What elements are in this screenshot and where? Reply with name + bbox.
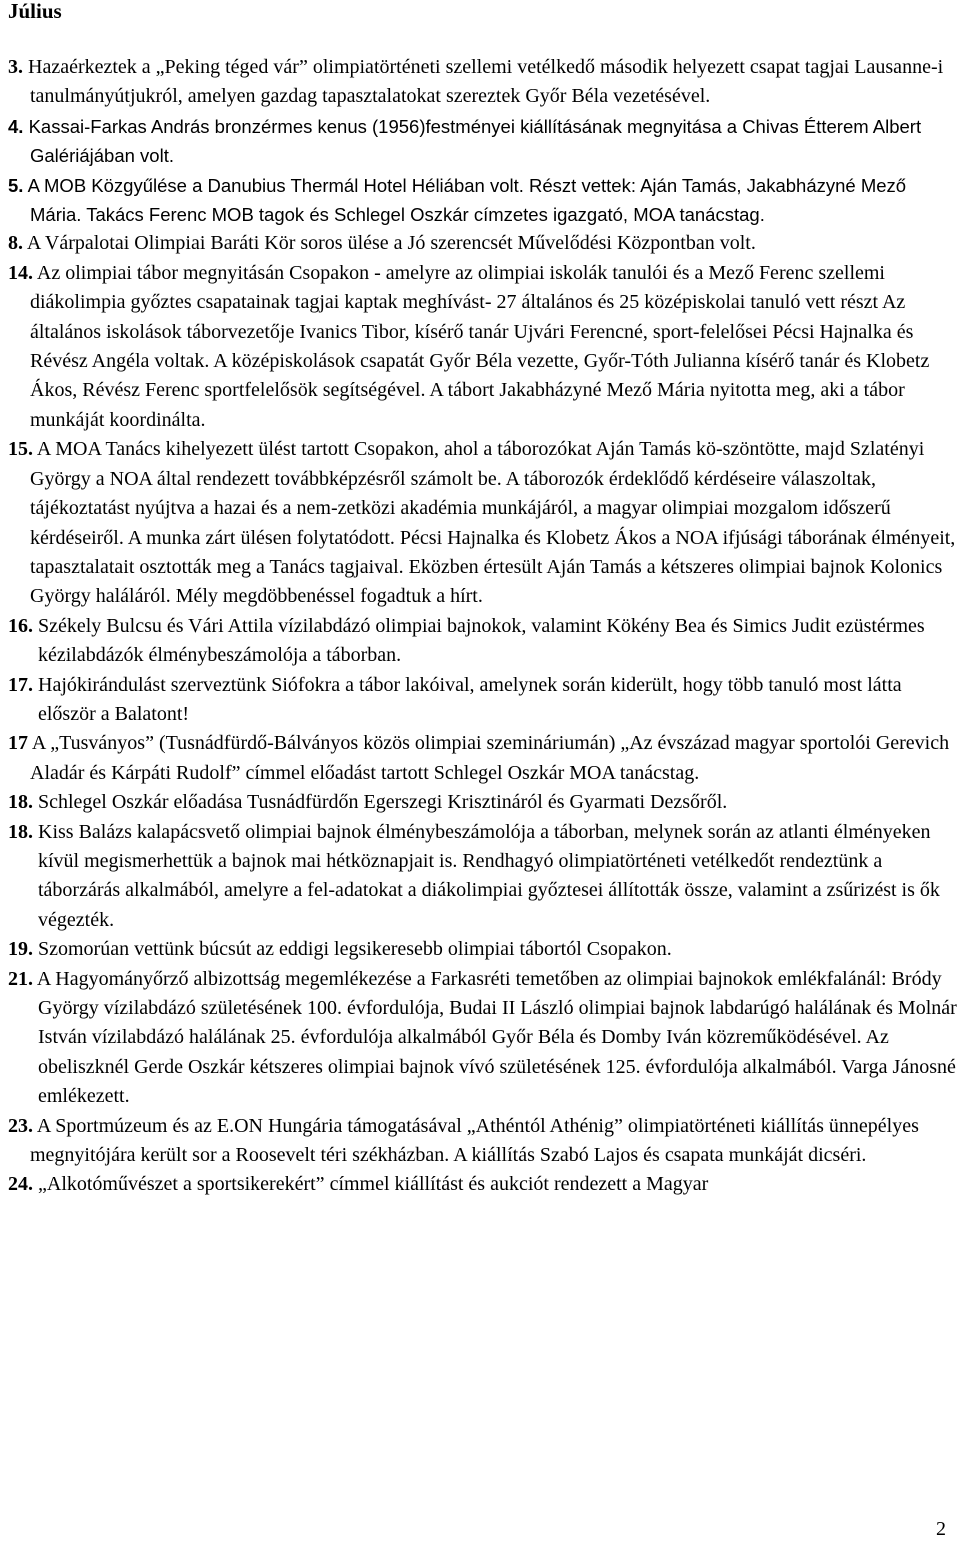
entry-text: Hazaérkeztek a „Peking téged vár” olimpiatörténeti szellemi vetélkedő második helyezett csapat tagjai Lausanne-i tanulmányútjukról, amelyen gazdag tapasztalatokat szereztek Győr Béla vezetésével. bbox=[28, 56, 944, 108]
entry-item bbox=[8, 818, 958, 936]
entry-item bbox=[8, 112, 958, 171]
entry-item bbox=[8, 259, 958, 435]
entry-text: A MOB Közgyűlése a Danubius Thermál Hotel Héliában volt. Részt vettek: Aján Tamás, Jakabházyné Mező Mária. Takács Ferenc MOB tagok és Schlegel Oszkár címzetes igazgató, MOA tanácstag. bbox=[27, 174, 907, 226]
entry-item bbox=[8, 1170, 958, 1199]
entry-item bbox=[8, 788, 958, 817]
entry-item bbox=[8, 1112, 958, 1171]
entry-item bbox=[8, 935, 958, 964]
entry-item bbox=[8, 435, 958, 611]
entry-day: 8. bbox=[8, 232, 23, 255]
entry-day: 23. bbox=[8, 1114, 33, 1137]
entry-text: A Hagyományőrző albizottság megemlékezése a Farkasréti temetőben az olimpiai bajnokok emlékfalánál: Bródy György vízilabdázó születésének 100. évfordulója, Budai II László olimpiai bajnok labdarúgó halálának és Molnár István vízilabdázó halálának 25. évfordulója alkalmából Győr Béla és Domby Iván közreműködésével. Az obeliszknél Gerde Oszkár kétszeres olimpiai bajnok vívó születésének 125. évfordulója alkalmából. Varga Jánosné emlékezett. bbox=[36, 967, 957, 1108]
entry-day: 19. bbox=[8, 938, 33, 961]
entry-day: 14. bbox=[8, 261, 33, 284]
entry-day: 5. bbox=[8, 174, 24, 196]
entry-text: A „Tusványos” (Tusnádfürdő-Bálványos közös olimpiai szemináriumán) „Az évszázad magyar sportolói Gerevich Aladár és Kárpáti Rudolf” címmel előadást tartott Schlegel Oszkár MOA tanácstag. bbox=[30, 732, 950, 784]
entry-item bbox=[8, 612, 958, 671]
entry-day: 16. bbox=[8, 614, 33, 637]
entry-day: 3. bbox=[8, 56, 23, 78]
entry-text: „Alkotóművészet a sportsikerekért” címmel kiállítást és aukciót rendezett a Magyar bbox=[38, 1173, 709, 1196]
entry-day: 17. bbox=[8, 673, 33, 696]
entry-item bbox=[8, 53, 958, 112]
page-number: 2 bbox=[936, 1518, 946, 1540]
entry-text: Kassai-Farkas András bronzérmes kenus (1956)festményei kiállításának megnyitása a Chivas Étterem Albert Galériájában volt. bbox=[28, 115, 922, 167]
entry-day: 18. bbox=[8, 791, 33, 814]
month-heading: Július bbox=[8, 0, 62, 23]
entry-day: 18. bbox=[8, 820, 33, 843]
entry-item bbox=[8, 729, 958, 788]
entry-text: Az olimpiai tábor megnyitásán Csopakon - amelyre az olimpiai iskolák tanulói és a Mező Ferenc szellemi diákolimpia győztes csapatainak tagjai kaptak meghívást- 27 általános és 25 középiskolai tanuló vett részt Az általános iskolások táborvezetője Ivanics Tibor, kísérő tanár Ujvári Ferencné, sport-felelősei Pécsi Hajnalka és Révész Angéla voltak. A középiskolások csapatát Győr Béla vezette, Győr-Tóth Julianna kísérő tanár és Klobetz Ákos, Révész Ferenc sportfelelősök segítségével. A tábort Jakabházyné Mező Mária nyitotta meg, aki a tábor munkáját koordinálta. bbox=[30, 261, 930, 431]
entry-item bbox=[8, 965, 958, 1112]
entry-text: Székely Bulcsu és Vári Attila vízilabdázó olimpiai bajnokok, valamint Kökény Bea és Simics Judit ezüstérmes kézilabdázók élménybeszámolója a táborban. bbox=[38, 614, 925, 667]
entry-text: Hajókirándulást szerveztünk Siófokra a tábor lakóival, amelynek során kiderült, hogy több tanuló most látta először a Balatont! bbox=[38, 673, 902, 725]
entry-item bbox=[8, 229, 958, 258]
entry-text: A MOA Tanács kihelyezett ülést tartott Csopakon, ahol a táborozókat Aján Tamás kö-szöntötte, majd Szlatényi György a NOA által rendezett továbbképzésről számolt be. A táborozók érdeklődő kérdéseire válaszoltak, tájékoztatást nyújtva a hazai és a nem-zetközi akadémia munkájáról, a magyar olimpiai mozgalom időszerű kérdéseiről. A munka zárt ülésen folytatódott. Pécsi Hajnalka és Klobetz Ákos a NOA ifjúsági táborának élményeit, tapasztalatait osztották meg a Tanács tagjaival. Eközben értesült Aján Tamás a kétszeres olimpiai bajnok Kolonics György haláláról. Mély megdöbbenéssel fogadtuk a hírt. bbox=[30, 438, 956, 608]
entry-item bbox=[8, 171, 958, 230]
entry-day: 4. bbox=[8, 115, 24, 137]
entry-day: 24. bbox=[8, 1173, 33, 1196]
entry-list bbox=[8, 53, 958, 1200]
entry-day: 15. bbox=[8, 438, 33, 461]
entry-text: Kiss Balázs kalapácsvető olimpiai bajnok élménybeszámolója a táborban, melynek során az atlanti élményeken kívül megismerhettük a bajnok mai hétköznapjait is. Rendhagyó olimpiatörténeti vetélkedőt rendeztünk a táborzárás alkalmából, amelyre a fel-adatokat a diákolimpiai győztesei állították össze, valamint a zsűrizést is ők végezték. bbox=[38, 820, 940, 931]
entry-text: A Sportmúzeum és az E.ON Hungária támogatásával „Athéntól Athénig” olimpiatörténeti kiállítás ünnepélyes megnyitójára került sor a Roosevelt téri székházban. A kiállítás Szabó Lajos és csapata munkáját dicséri. bbox=[30, 1114, 919, 1167]
entry-day: 21. bbox=[8, 967, 33, 990]
entry-text: Schlegel Oszkár előadása Tusnádfürdőn Egerszegi Krisztináról és Gyarmati Dezsőről. bbox=[38, 791, 728, 814]
entry-text: A Várpalotai Olimpiai Baráti Kör soros ülése a Jó szerencsét Művelődési Központban volt. bbox=[26, 232, 756, 255]
entry-text: Szomorúan vettünk búcsút az eddigi legsikeresebb olimpiai tábortól Csopakon. bbox=[38, 938, 672, 961]
entry-item bbox=[8, 671, 958, 730]
entry-day: 17 bbox=[8, 732, 28, 755]
